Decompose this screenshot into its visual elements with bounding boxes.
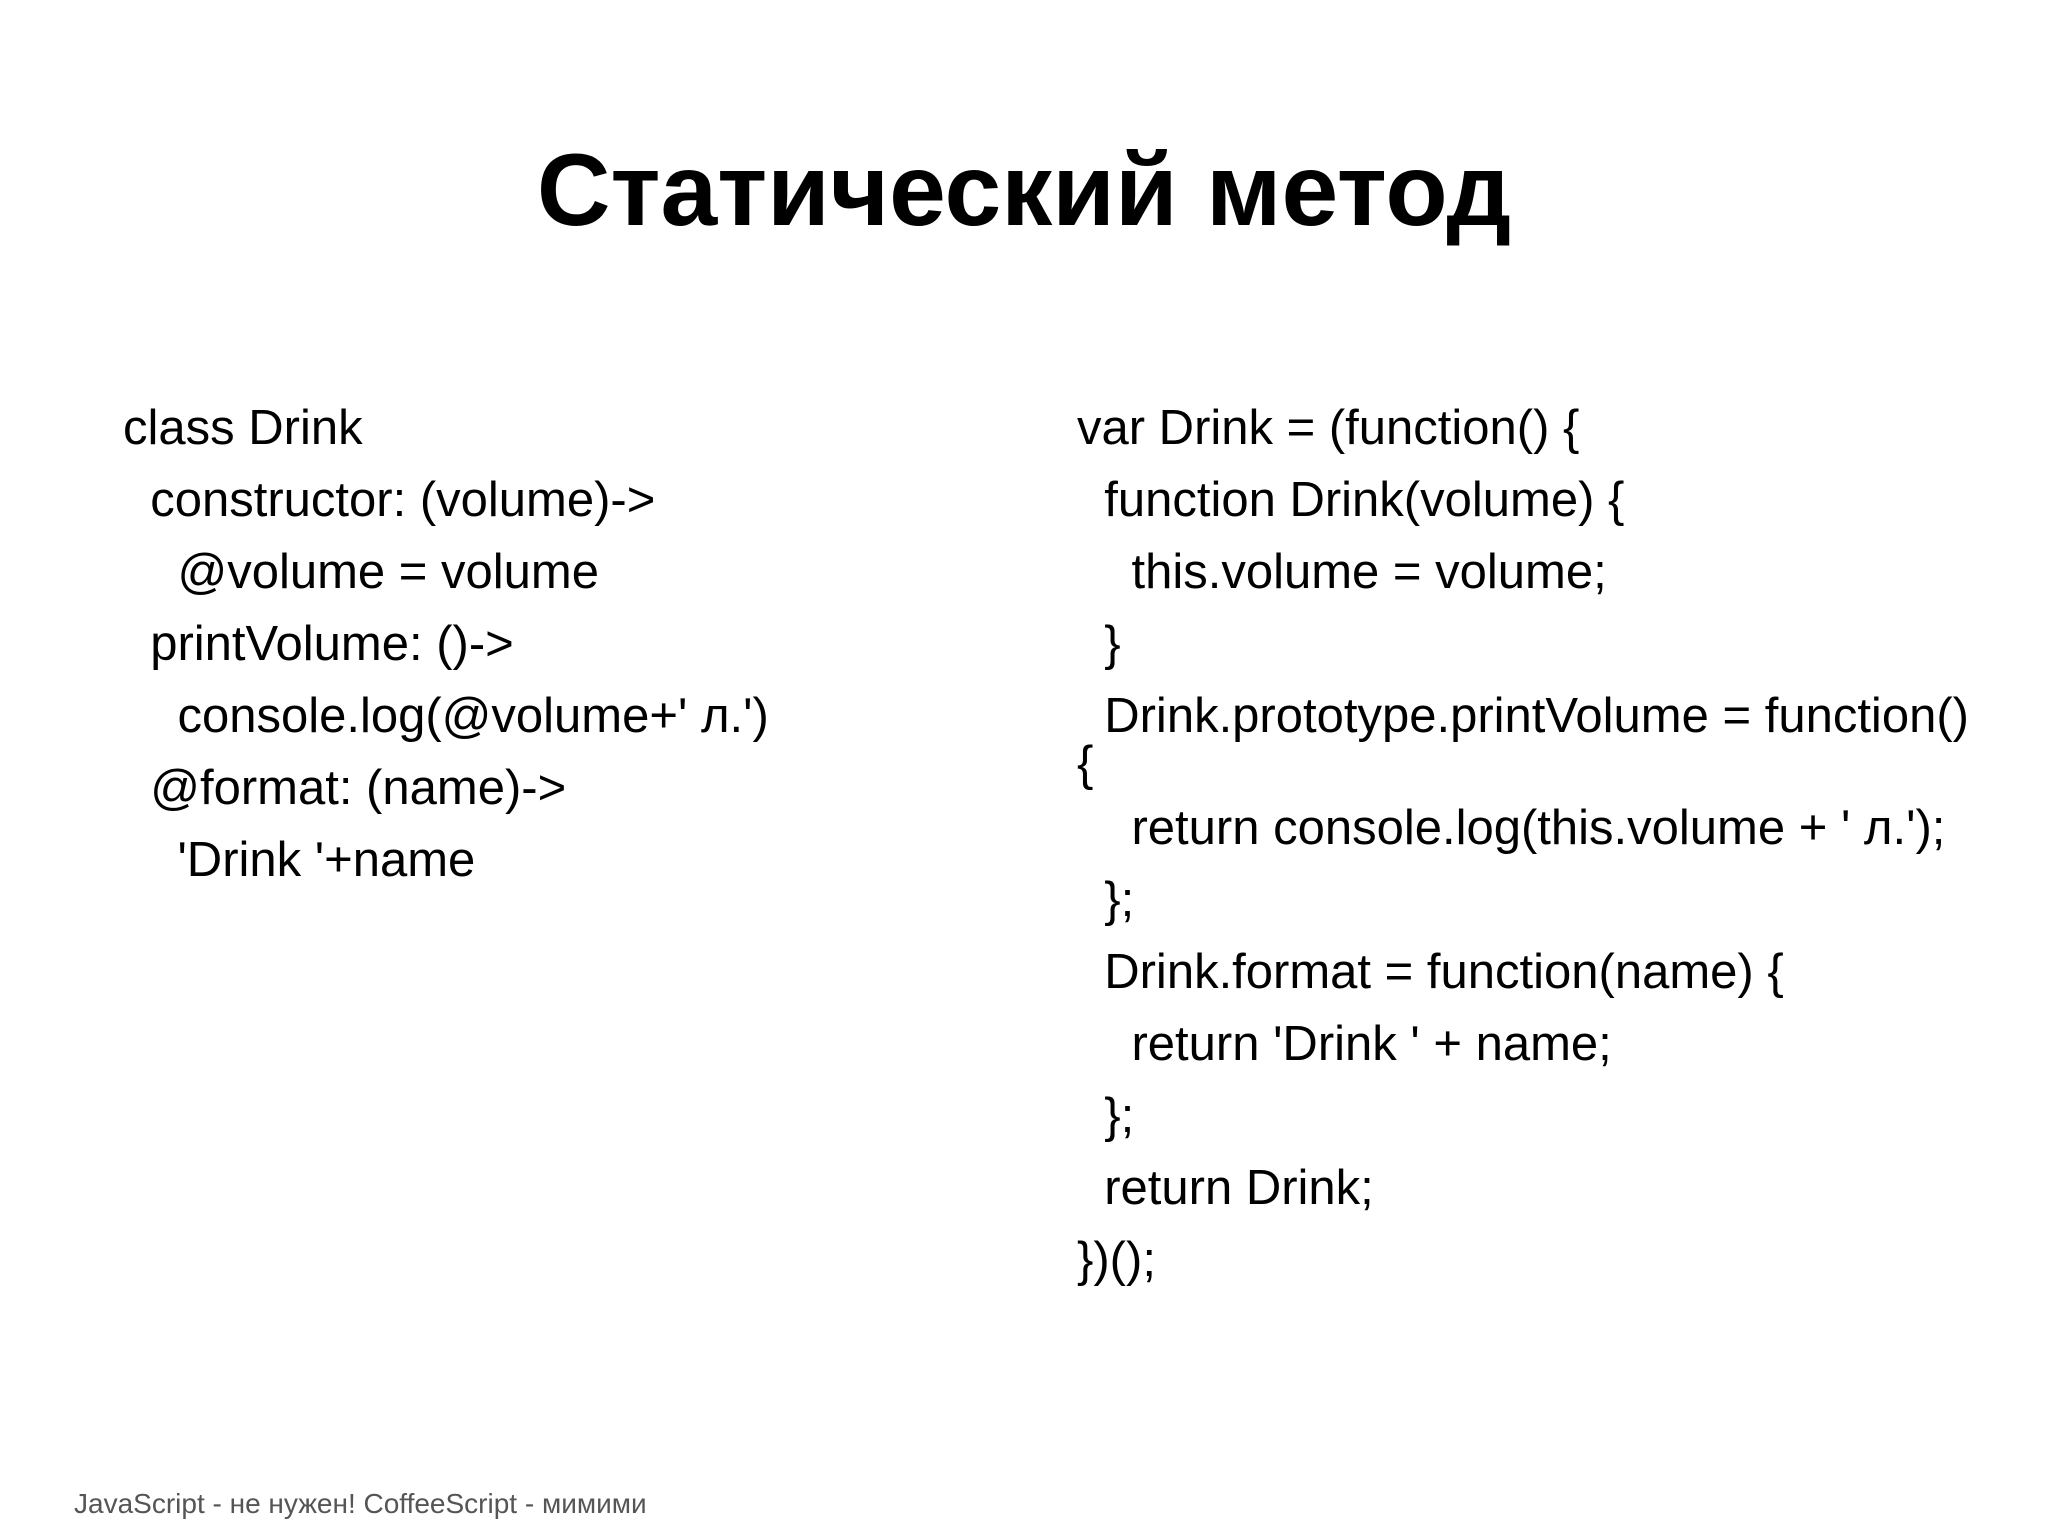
code-line: return 'Drink ' + name; bbox=[1077, 1017, 1612, 1071]
javascript-code-block bbox=[1077, 392, 2037, 1296]
code-line: }; bbox=[1077, 873, 1135, 927]
code-line: @format: (name)-> bbox=[123, 761, 567, 815]
code-line: var Drink = (function() { bbox=[1077, 401, 1580, 455]
slide-title: Статический метод bbox=[536, 133, 1512, 247]
code-line: return console.log(this.volume + ' л.'); bbox=[1077, 801, 1946, 855]
code-line: function Drink(volume) { bbox=[1077, 473, 1625, 527]
code-line: { bbox=[1077, 737, 1094, 791]
slide-footer: JavaScript - не нужен! CoffeeScript - мимими bbox=[74, 1488, 647, 1519]
code-line: return Drink; bbox=[1077, 1161, 1374, 1215]
code-line: console.log(@volume+' л.') bbox=[123, 689, 769, 743]
code-line: printVolume: ()-> bbox=[123, 617, 514, 671]
code-line: Drink.prototype.printVolume = function() bbox=[1077, 689, 1969, 743]
code-line: }; bbox=[1077, 1089, 1135, 1143]
code-line: Drink.format = function(name) { bbox=[1077, 945, 1784, 999]
code-line: class Drink bbox=[123, 401, 363, 455]
code-line: @volume = volume bbox=[123, 545, 599, 599]
code-line: } bbox=[1077, 617, 1121, 671]
coffeescript-code-block bbox=[123, 392, 1003, 896]
code-line: constructor: (volume)-> bbox=[123, 473, 656, 527]
code-line: this.volume = volume; bbox=[1077, 545, 1607, 599]
code-line: })(); bbox=[1077, 1233, 1156, 1287]
code-line: 'Drink '+name bbox=[123, 833, 476, 887]
